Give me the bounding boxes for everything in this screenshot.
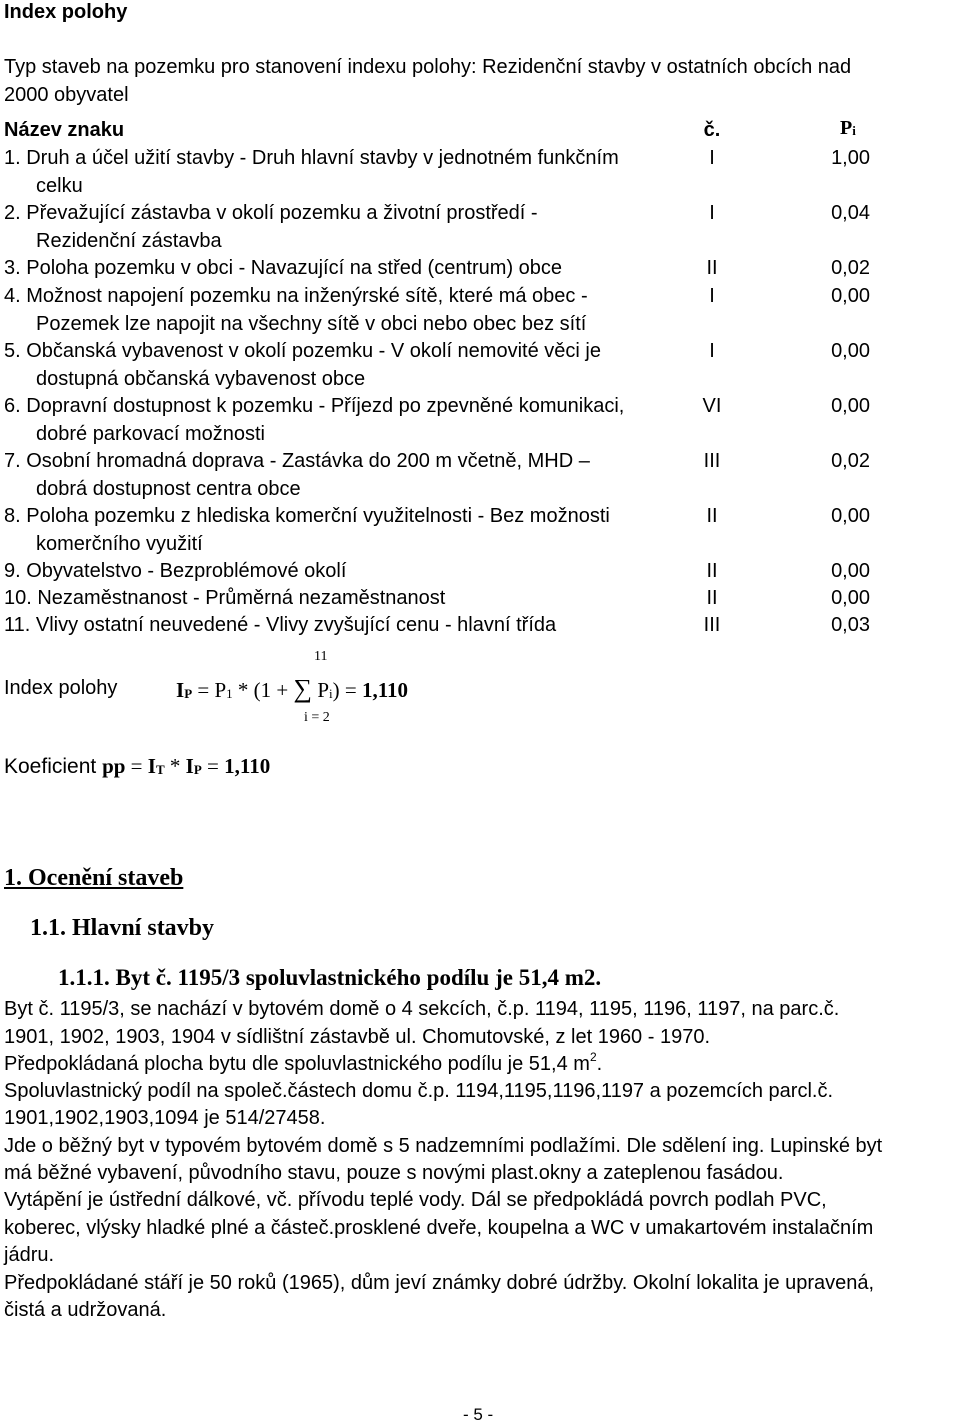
body-line: Vytápění je ústřední dálkové, vč. přívodu teplé vody. Dál se předpokládá povrch podlah PVC, <box>4 1189 827 1211</box>
table-row-8-class: II <box>706 505 718 527</box>
formula-expression: IP = P1 * (1 + ∑ Pi) = 1,110 <box>176 674 409 703</box>
formula-label: Index polohy <box>4 677 118 699</box>
table-row-9-value: 0,00 <box>831 560 870 582</box>
table-row-4-line-2: Pozemek lze napojit na všechny sítě v obci nebo obec bez sítí <box>36 313 587 335</box>
body-line: má běžné vybavení, původního stavu, pouze s novými plast.okny a zateplenou fasádou. <box>4 1162 784 1184</box>
table-row-11-class: III <box>703 614 721 636</box>
table-row-2-line-2: Rezidenční zástavba <box>36 230 222 252</box>
col-name-header: Název znaku <box>4 119 125 141</box>
table-row-5-value: 0,00 <box>831 340 870 362</box>
table-row-4-line-1: 4. Možnost napojení pozemku na inženýrské sítě, které má obec - <box>4 285 588 307</box>
body-line: koberec, vlýsky hladké plné a částeč.prosklené dveře, koupelna a WC v umakartovém instalačním <box>4 1217 874 1239</box>
table-row-11-line-1: 11. Vlivy ostatní neuvedené - Vlivy zvyšující cenu - hlavní třída <box>4 614 557 636</box>
body-line: Předpokládaná plocha bytu dle spoluvlastnického podílu je 51,4 $m^2$. <box>4 1050 603 1075</box>
intro-line-2: 2000 obyvatel <box>4 84 129 106</box>
table-row-8-line-2: komerčního využití <box>36 533 203 555</box>
table-row-6-line-1: 6. Dopravní dostupnost k pozemku - Příjezd po zpevněné komunikaci, <box>4 395 625 417</box>
sum-lower-limit: i = 2 <box>304 710 330 725</box>
table-row-5-line-1: 5. Občanská vybavenost v okolí pozemku - V okolí nemovité věci je <box>4 340 601 362</box>
table-row-2-class: I <box>709 202 715 224</box>
page-title: Index polohy <box>4 1 128 23</box>
section-heading-1: 1. Ocenění staveb <box>4 865 184 891</box>
table-row-1-line-1: 1. Druh a účel užití stavby - Druh hlavní stavby v jednotném funkčním <box>4 147 619 169</box>
table-row-5-line-2: dostupná občanská vybavenost obce <box>36 368 366 390</box>
table-row-1-class: I <box>709 147 715 169</box>
body-line: jádru. <box>4 1244 55 1266</box>
table-row-8-line-1: 8. Poloha pozemku z hlediska komerční využitelnosti - Bez možnosti <box>4 505 610 527</box>
table-row-11-value: 0,03 <box>831 614 870 636</box>
table-row-5-class: I <box>709 340 715 362</box>
body-line: čistá a udržovaná. <box>4 1299 167 1321</box>
page-number: - 5 - <box>463 1405 494 1424</box>
table-row-4-value: 0,00 <box>831 285 870 307</box>
koeficient-formula: Koeficient pp = IT * IP = 1,110 <box>4 754 271 778</box>
table-row-7-value: 0,02 <box>831 450 870 472</box>
table-row-10-value: 0,00 <box>831 587 870 609</box>
sum-upper-limit: 11 <box>314 649 328 664</box>
table-row-3-line-1: 3. Poloha pozemku v obci - Navazující na střed (centrum) obce <box>4 257 563 279</box>
table-row-7-line-1: 7. Osobní hromadná doprava - Zastávka do 200 m včetně, MHD – <box>4 450 590 472</box>
table-row-9-line-1: 9. Obyvatelstvo - Bezproblémové okolí <box>4 560 347 582</box>
body-line: Jde o běžný byt v typovém bytovém domě s 5 nadzemními podlažími. Dle sdělení ing. Lupinské byt <box>4 1135 883 1157</box>
table-row-10-line-1: 10. Nezaměstnanost - Průměrná nezaměstnanost <box>4 587 446 609</box>
table-row-2-value: 0,04 <box>831 202 870 224</box>
body-line: Předpokládané stáří je 50 roků (1965), dům jeví známky dobré údržby. Okolní lokalita je upravená, <box>4 1272 875 1294</box>
table-row-4-class: I <box>709 285 715 307</box>
col-class-header: č. <box>703 119 721 141</box>
body-line: 1901, 1902, 1903, 1904 v sídlištní zástavbě ul. Chomutovské, z let 1960 - 1970. <box>4 1026 711 1048</box>
table-row-1-line-2: celku <box>36 175 83 197</box>
table-row-8-value: 0,00 <box>831 505 870 527</box>
table-row-10-class: II <box>706 587 718 609</box>
table-row-6-line-2: dobré parkovací možnosti <box>36 423 266 445</box>
body-line: 1901,1902,1903,1094 je 514/27458. <box>4 1107 326 1129</box>
section-heading-1-1: 1.1. Hlavní stavby <box>30 915 215 941</box>
body-line: Spoluvlastnický podíl na společ.částech domu č.p. 1194,1195,1196,1197 a pozemcích parcl.č. <box>4 1080 834 1102</box>
table-row-6-class: VI <box>702 395 722 417</box>
body-line: Byt č. 1195/3, se nachází v bytovém domě o 4 sekcích, č.p. 1194, 1195, 1196, 1197, na parc.č. <box>4 998 840 1020</box>
table-row-9-class: II <box>706 560 718 582</box>
table-row-6-value: 0,00 <box>831 395 870 417</box>
col-p-header: Pi <box>840 117 856 139</box>
intro-line-1: Typ staveb na pozemku pro stanovení indexu polohy: Rezidenční stavby v ostatních obcích nad <box>4 56 852 78</box>
table-row-3-class: II <box>706 257 718 279</box>
section-heading-1-1-1: 1.1.1. Byt č. 1195/3 spoluvlastnického podílu je 51,4 m2. <box>58 965 602 990</box>
table-row-1-value: 1,00 <box>831 147 870 169</box>
sum-sigma-icon: ∑ <box>293 674 313 703</box>
table-row-7-line-2: dobrá dostupnost centra obce <box>36 478 301 500</box>
table-row-3-value: 0,02 <box>831 257 870 279</box>
table-row-2-line-1: 2. Převažující zástavba v okolí pozemku a životní prostředí - <box>4 202 538 224</box>
table-row-7-class: III <box>703 450 721 472</box>
